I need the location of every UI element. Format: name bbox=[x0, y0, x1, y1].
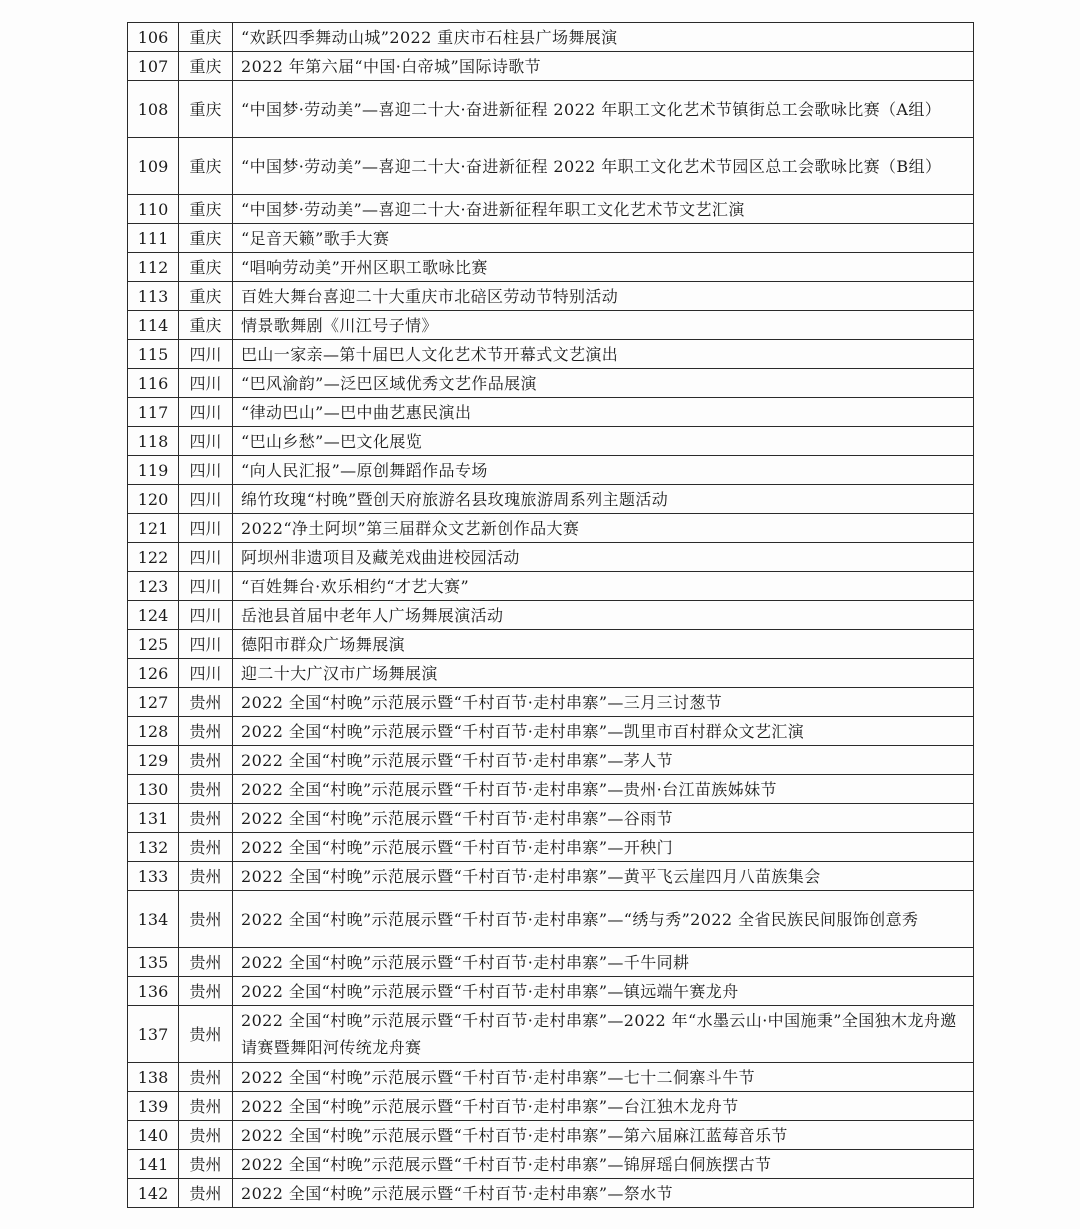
row-number: 108 bbox=[128, 81, 179, 138]
row-number: 115 bbox=[128, 340, 179, 369]
province-cell: 重庆 bbox=[179, 23, 233, 52]
province-cell: 四川 bbox=[179, 630, 233, 659]
table-row bbox=[128, 1179, 974, 1208]
event-name-cell: “律动巴山”—巴中曲艺惠民演出 bbox=[233, 398, 974, 427]
table-row bbox=[128, 630, 974, 659]
event-name-cell: 2022 全国“村晚”示范展示暨“千村百节·走村串寨”—2022 年“水墨云山·中国施秉”全国独木龙舟邀请赛暨舞阳河传统龙舟赛 bbox=[233, 1006, 974, 1063]
province-cell: 贵州 bbox=[179, 1063, 233, 1092]
row-number: 116 bbox=[128, 369, 179, 398]
event-name-cell: 德阳市群众广场舞展演 bbox=[233, 630, 974, 659]
province-cell: 贵州 bbox=[179, 746, 233, 775]
table-row bbox=[128, 746, 974, 775]
row-number: 135 bbox=[128, 948, 179, 977]
row-number: 107 bbox=[128, 52, 179, 81]
event-name-cell: 2022 全国“村晚”示范展示暨“千村百节·走村串寨”—祭水节 bbox=[233, 1179, 974, 1208]
event-name-cell: 2022 全国“村晚”示范展示暨“千村百节·走村串寨”—谷雨节 bbox=[233, 804, 974, 833]
row-number: 134 bbox=[128, 891, 179, 948]
province-cell: 贵州 bbox=[179, 688, 233, 717]
event-name-cell: 2022 年第六届“中国·白帝城”国际诗歌节 bbox=[233, 52, 974, 81]
province-cell: 贵州 bbox=[179, 948, 233, 977]
table-row bbox=[128, 138, 974, 195]
row-number: 114 bbox=[128, 311, 179, 340]
province-cell: 贵州 bbox=[179, 804, 233, 833]
row-number: 109 bbox=[128, 138, 179, 195]
table-row bbox=[128, 485, 974, 514]
event-name-cell: 情景歌舞剧《川江号子情》 bbox=[233, 311, 974, 340]
table-row bbox=[128, 804, 974, 833]
event-name-cell: “中国梦·劳动美”—喜迎二十大·奋进新征程 2022 年职工文化艺术节镇街总工会歌咏比赛（A组） bbox=[233, 81, 974, 138]
row-number: 113 bbox=[128, 282, 179, 311]
event-name-cell: “中国梦·劳动美”—喜迎二十大·奋进新征程 2022 年职工文化艺术节园区总工会歌咏比赛（B组） bbox=[233, 138, 974, 195]
table-row bbox=[128, 514, 974, 543]
table-row bbox=[128, 253, 974, 282]
province-cell: 重庆 bbox=[179, 253, 233, 282]
event-name-cell: “欢跃四季舞动山城”2022 重庆市石柱县广场舞展演 bbox=[233, 23, 974, 52]
province-cell: 重庆 bbox=[179, 195, 233, 224]
province-cell: 贵州 bbox=[179, 833, 233, 862]
table-row bbox=[128, 52, 974, 81]
table-row bbox=[128, 775, 974, 804]
table-row bbox=[128, 398, 974, 427]
row-number: 106 bbox=[128, 23, 179, 52]
event-name-cell: 2022 全国“村晚”示范展示暨“千村百节·走村串寨”—七十二侗寨斗牛节 bbox=[233, 1063, 974, 1092]
row-number: 136 bbox=[128, 977, 179, 1006]
table-row bbox=[128, 195, 974, 224]
row-number: 130 bbox=[128, 775, 179, 804]
table-row bbox=[128, 340, 974, 369]
row-number: 118 bbox=[128, 427, 179, 456]
event-name-cell: 阿坝州非遗项目及藏羌戏曲进校园活动 bbox=[233, 543, 974, 572]
table-row bbox=[128, 1092, 974, 1121]
province-cell: 贵州 bbox=[179, 717, 233, 746]
province-cell: 贵州 bbox=[179, 862, 233, 891]
row-number: 138 bbox=[128, 1063, 179, 1092]
province-cell: 四川 bbox=[179, 601, 233, 630]
table-row bbox=[128, 81, 974, 138]
event-name-cell: 2022 全国“村晚”示范展示暨“千村百节·走村串寨”—第六届麻江蓝莓音乐节 bbox=[233, 1121, 974, 1150]
table-row bbox=[128, 659, 974, 688]
province-cell: 四川 bbox=[179, 456, 233, 485]
event-name-cell: 2022 全国“村晚”示范展示暨“千村百节·走村串寨”—贵州·台江苗族姊妹节 bbox=[233, 775, 974, 804]
event-name-cell: “足音天籁”歌手大赛 bbox=[233, 224, 974, 253]
province-cell: 贵州 bbox=[179, 891, 233, 948]
row-number: 121 bbox=[128, 514, 179, 543]
province-cell: 贵州 bbox=[179, 977, 233, 1006]
event-name-cell: “中国梦·劳动美”—喜迎二十大·奋进新征程年职工文化艺术节文艺汇演 bbox=[233, 195, 974, 224]
row-number: 128 bbox=[128, 717, 179, 746]
row-number: 119 bbox=[128, 456, 179, 485]
event-name-cell: 2022“净土阿坝”第三届群众文艺新创作品大赛 bbox=[233, 514, 974, 543]
province-cell: 重庆 bbox=[179, 224, 233, 253]
table-row bbox=[128, 1006, 974, 1063]
table-row bbox=[128, 427, 974, 456]
event-name-cell: 2022 全国“村晚”示范展示暨“千村百节·走村串寨”—茅人节 bbox=[233, 746, 974, 775]
event-name-cell: 岳池县首届中老年人广场舞展演活动 bbox=[233, 601, 974, 630]
province-cell: 四川 bbox=[179, 659, 233, 688]
province-cell: 四川 bbox=[179, 369, 233, 398]
table-row bbox=[128, 369, 974, 398]
row-number: 120 bbox=[128, 485, 179, 514]
event-name-cell: 百姓大舞台喜迎二十大重庆市北碚区劳动节特别活动 bbox=[233, 282, 974, 311]
province-cell: 贵州 bbox=[179, 1150, 233, 1179]
row-number: 133 bbox=[128, 862, 179, 891]
event-name-cell: “向人民汇报”—原创舞蹈作品专场 bbox=[233, 456, 974, 485]
table-row bbox=[128, 833, 974, 862]
province-cell: 四川 bbox=[179, 543, 233, 572]
event-name-cell: “唱响劳动美”开州区职工歌咏比赛 bbox=[233, 253, 974, 282]
table-row bbox=[128, 862, 974, 891]
event-name-cell: 2022 全国“村晚”示范展示暨“千村百节·走村串寨”—三月三讨葱节 bbox=[233, 688, 974, 717]
table-row bbox=[128, 688, 974, 717]
row-number: 142 bbox=[128, 1179, 179, 1208]
table-row bbox=[128, 282, 974, 311]
row-number: 137 bbox=[128, 1006, 179, 1063]
province-cell: 重庆 bbox=[179, 52, 233, 81]
province-cell: 重庆 bbox=[179, 81, 233, 138]
province-cell: 四川 bbox=[179, 572, 233, 601]
province-cell: 贵州 bbox=[179, 1092, 233, 1121]
event-name-cell: 2022 全国“村晚”示范展示暨“千村百节·走村串寨”—千牛同耕 bbox=[233, 948, 974, 977]
table-row bbox=[128, 23, 974, 52]
row-number: 111 bbox=[128, 224, 179, 253]
row-number: 131 bbox=[128, 804, 179, 833]
event-name-cell: 2022 全国“村晚”示范展示暨“千村百节·走村串寨”—镇远端午赛龙舟 bbox=[233, 977, 974, 1006]
event-name-cell: 2022 全国“村晚”示范展示暨“千村百节·走村串寨”—凯里市百村群众文艺汇演 bbox=[233, 717, 974, 746]
province-cell: 四川 bbox=[179, 427, 233, 456]
province-cell: 贵州 bbox=[179, 1121, 233, 1150]
table-row bbox=[128, 948, 974, 977]
row-number: 127 bbox=[128, 688, 179, 717]
event-table bbox=[127, 22, 974, 1208]
event-name-cell: 2022 全国“村晚”示范展示暨“千村百节·走村串寨”—台江独木龙舟节 bbox=[233, 1092, 974, 1121]
event-name-cell: 2022 全国“村晚”示范展示暨“千村百节·走村串寨”—“绣与秀”2022 全省民族民间服饰创意秀 bbox=[233, 891, 974, 948]
table-row bbox=[128, 601, 974, 630]
table-row bbox=[128, 224, 974, 253]
table-row bbox=[128, 572, 974, 601]
row-number: 123 bbox=[128, 572, 179, 601]
table-row bbox=[128, 311, 974, 340]
table-row bbox=[128, 977, 974, 1006]
event-name-cell: 迎二十大广汉市广场舞展演 bbox=[233, 659, 974, 688]
table-row bbox=[128, 1150, 974, 1179]
province-cell: 重庆 bbox=[179, 311, 233, 340]
row-number: 126 bbox=[128, 659, 179, 688]
event-name-cell: 绵竹玫瑰“村晚”暨创天府旅游名县玫瑰旅游周系列主题活动 bbox=[233, 485, 974, 514]
event-name-cell: “百姓舞台·欢乐相约“才艺大赛” bbox=[233, 572, 974, 601]
table-row bbox=[128, 543, 974, 572]
row-number: 117 bbox=[128, 398, 179, 427]
province-cell: 贵州 bbox=[179, 775, 233, 804]
table-row bbox=[128, 456, 974, 485]
table-row bbox=[128, 1063, 974, 1092]
province-cell: 贵州 bbox=[179, 1179, 233, 1208]
row-number: 110 bbox=[128, 195, 179, 224]
row-number: 139 bbox=[128, 1092, 179, 1121]
province-cell: 四川 bbox=[179, 485, 233, 514]
province-cell: 四川 bbox=[179, 514, 233, 543]
province-cell: 重庆 bbox=[179, 282, 233, 311]
row-number: 124 bbox=[128, 601, 179, 630]
event-name-cell: 2022 全国“村晚”示范展示暨“千村百节·走村串寨”—开秧门 bbox=[233, 833, 974, 862]
province-cell: 重庆 bbox=[179, 138, 233, 195]
row-number: 112 bbox=[128, 253, 179, 282]
table-row bbox=[128, 717, 974, 746]
row-number: 125 bbox=[128, 630, 179, 659]
row-number: 122 bbox=[128, 543, 179, 572]
province-cell: 贵州 bbox=[179, 1006, 233, 1063]
event-name-cell: 2022 全国“村晚”示范展示暨“千村百节·走村串寨”—锦屏瑶白侗族摆古节 bbox=[233, 1150, 974, 1179]
row-number: 129 bbox=[128, 746, 179, 775]
row-number: 140 bbox=[128, 1121, 179, 1150]
table-row bbox=[128, 1121, 974, 1150]
event-table-body bbox=[128, 23, 974, 1208]
row-number: 141 bbox=[128, 1150, 179, 1179]
province-cell: 四川 bbox=[179, 340, 233, 369]
event-name-cell: “巴风渝韵”—泛巴区域优秀文艺作品展演 bbox=[233, 369, 974, 398]
event-name-cell: 巴山一家亲—第十届巴人文化艺术节开幕式文艺演出 bbox=[233, 340, 974, 369]
event-name-cell: 2022 全国“村晚”示范展示暨“千村百节·走村串寨”—黄平飞云崖四月八苗族集会 bbox=[233, 862, 974, 891]
row-number: 132 bbox=[128, 833, 179, 862]
event-name-cell: “巴山乡愁”—巴文化展览 bbox=[233, 427, 974, 456]
province-cell: 四川 bbox=[179, 398, 233, 427]
table-row bbox=[128, 891, 974, 948]
